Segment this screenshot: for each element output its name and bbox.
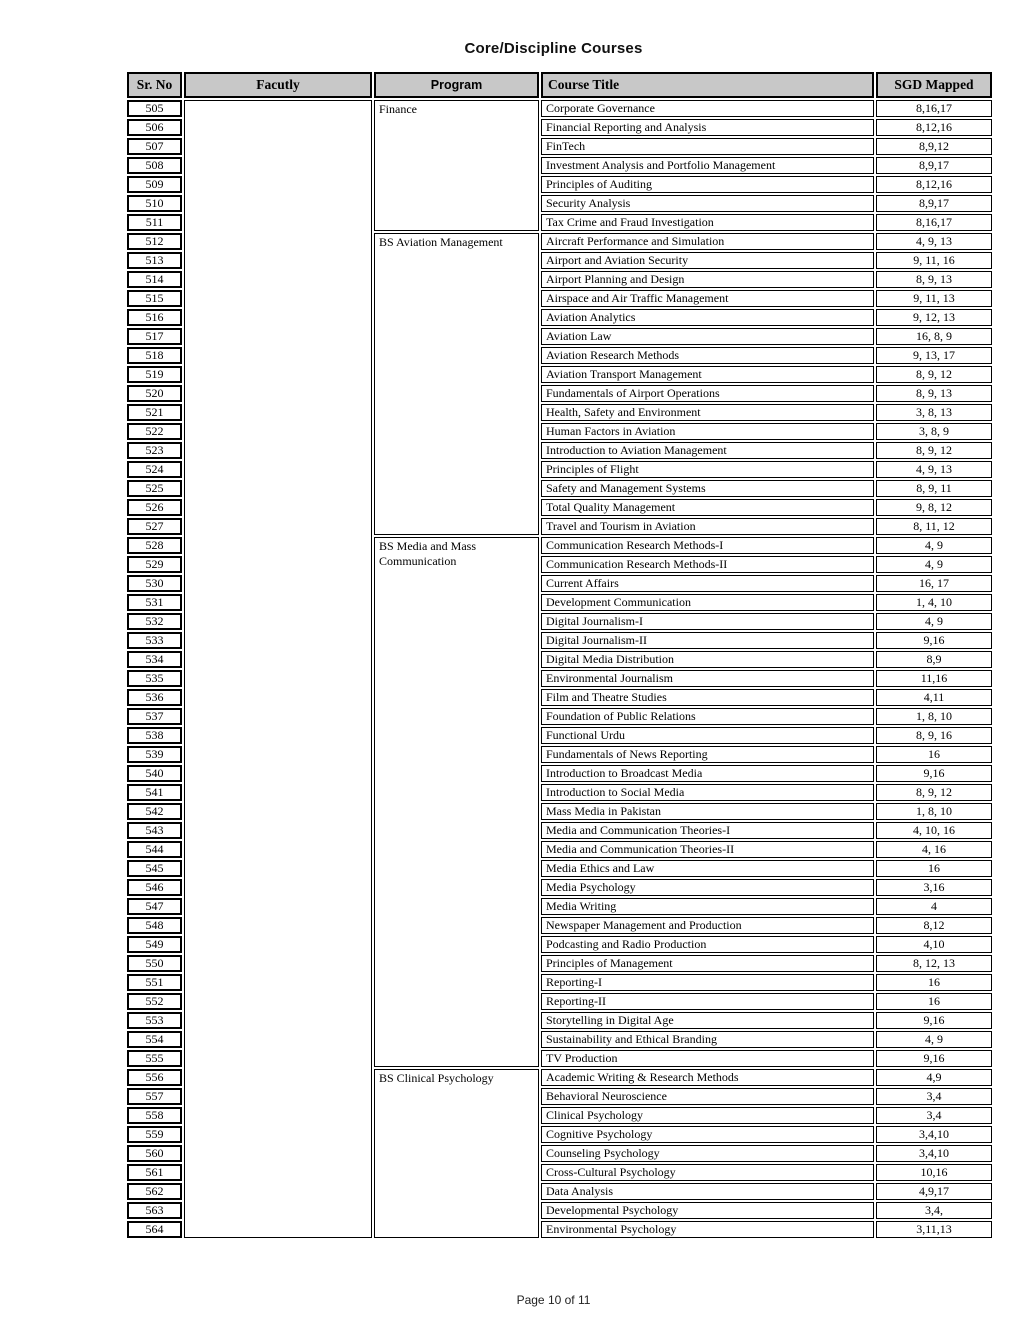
course-title-cell: Corporate Governance (541, 100, 874, 117)
course-title-cell: FinTech (541, 138, 874, 155)
sr-no-cell: 535 (127, 670, 182, 687)
sr-no-cell: 518 (127, 347, 182, 364)
course-title-cell: Cognitive Psychology (541, 1126, 874, 1143)
sr-no-cell: 532 (127, 613, 182, 630)
course-title-cell: Current Affairs (541, 575, 874, 592)
course-title-cell: Airport and Aviation Security (541, 252, 874, 269)
course-title-cell: Digital Journalism-I (541, 613, 874, 630)
column-header-sgd-mapped: SGD Mapped (876, 72, 992, 98)
sr-no-cell: 507 (127, 138, 182, 155)
course-title-cell: Sustainability and Ethical Branding (541, 1031, 874, 1048)
course-title-cell: Health, Safety and Environment (541, 404, 874, 421)
sgd-mapped-cell: 9,16 (876, 1050, 992, 1067)
sgd-mapped-cell: 4, 9, 13 (876, 461, 992, 478)
course-title-cell: Total Quality Management (541, 499, 874, 516)
course-title-cell: Principles of Flight (541, 461, 874, 478)
course-title-cell: Principles of Auditing (541, 176, 874, 193)
sr-no-cell: 553 (127, 1012, 182, 1029)
sr-no-cell: 556 (127, 1069, 182, 1086)
sgd-mapped-cell: 4,9 (876, 1069, 992, 1086)
sr-no-cell: 508 (127, 157, 182, 174)
sgd-mapped-cell: 4,9,17 (876, 1183, 992, 1200)
sr-no-cell: 517 (127, 328, 182, 345)
sr-no-cell: 564 (127, 1221, 182, 1238)
sr-no-cell: 529 (127, 556, 182, 573)
sr-no-cell: 551 (127, 974, 182, 991)
sgd-mapped-cell: 9, 11, 16 (876, 252, 992, 269)
course-title-cell: Digital Media Distribution (541, 651, 874, 668)
sr-no-cell: 555 (127, 1050, 182, 1067)
course-title-cell: Investment Analysis and Portfolio Management (541, 157, 874, 174)
course-title-cell: Reporting-I (541, 974, 874, 991)
course-title-cell: Film and Theatre Studies (541, 689, 874, 706)
sgd-mapped-cell: 16 (876, 974, 992, 991)
sr-no-cell: 542 (127, 803, 182, 820)
sr-no-cell: 526 (127, 499, 182, 516)
sgd-mapped-cell: 8,16,17 (876, 100, 992, 117)
course-title-cell: Fundamentals of News Reporting (541, 746, 874, 763)
course-title-cell: Communication Research Methods-I (541, 537, 874, 554)
sr-no-cell: 563 (127, 1202, 182, 1219)
course-title-cell: Principles of Management (541, 955, 874, 972)
sr-no-cell: 562 (127, 1183, 182, 1200)
sgd-mapped-cell: 16, 17 (876, 575, 992, 592)
sgd-mapped-cell: 8, 9, 12 (876, 442, 992, 459)
sr-no-cell: 511 (127, 214, 182, 231)
sgd-mapped-cell: 16 (876, 746, 992, 763)
sr-no-cell: 522 (127, 423, 182, 440)
course-title-cell: Aircraft Performance and Simulation (541, 233, 874, 250)
course-title-cell: Aviation Research Methods (541, 347, 874, 364)
sgd-mapped-cell: 1, 8, 10 (876, 803, 992, 820)
course-title-cell: Aviation Transport Management (541, 366, 874, 383)
course-title-cell: Financial Reporting and Analysis (541, 119, 874, 136)
course-title-cell: Newspaper Management and Production (541, 917, 874, 934)
sgd-mapped-cell: 3,4 (876, 1088, 992, 1105)
sgd-mapped-cell: 8,9 (876, 651, 992, 668)
sr-no-cell: 559 (127, 1126, 182, 1143)
sr-no-cell: 552 (127, 993, 182, 1010)
table-header-row (127, 72, 992, 98)
column-header-program: Program (374, 72, 539, 98)
sr-no-cell: 523 (127, 442, 182, 459)
course-title-cell: Introduction to Aviation Management (541, 442, 874, 459)
course-title-cell: Introduction to Social Media (541, 784, 874, 801)
column-header-course-title: Course Title (541, 72, 874, 98)
course-title-cell: Airport Planning and Design (541, 271, 874, 288)
sr-no-cell: 548 (127, 917, 182, 934)
program-cell: BS Aviation Management (374, 233, 539, 535)
sgd-mapped-cell: 8, 11, 12 (876, 518, 992, 535)
sgd-mapped-cell: 9,16 (876, 1012, 992, 1029)
sgd-mapped-cell: 8,16,17 (876, 214, 992, 231)
sgd-mapped-cell: 1, 8, 10 (876, 708, 992, 725)
sr-no-cell: 558 (127, 1107, 182, 1124)
sgd-mapped-cell: 4, 9 (876, 556, 992, 573)
faculty-cell (184, 100, 372, 1238)
sgd-mapped-cell: 8, 9, 12 (876, 366, 992, 383)
column-header-faculty: Facutly (184, 72, 372, 98)
sr-no-cell: 537 (127, 708, 182, 725)
course-title-cell: Media and Communication Theories-II (541, 841, 874, 858)
sr-no-cell: 545 (127, 860, 182, 877)
sgd-mapped-cell: 16 (876, 860, 992, 877)
course-title-cell: Safety and Management Systems (541, 480, 874, 497)
sgd-mapped-cell: 10,16 (876, 1164, 992, 1181)
course-title-cell: Developmental Psychology (541, 1202, 874, 1219)
sr-no-cell: 530 (127, 575, 182, 592)
sr-no-cell: 538 (127, 727, 182, 744)
table-row (127, 100, 992, 117)
sr-no-cell: 513 (127, 252, 182, 269)
sgd-mapped-cell: 4, 9 (876, 1031, 992, 1048)
sgd-mapped-cell: 4, 16 (876, 841, 992, 858)
sgd-mapped-cell: 16 (876, 993, 992, 1010)
sgd-mapped-cell: 3,4 (876, 1107, 992, 1124)
sr-no-cell: 541 (127, 784, 182, 801)
sr-no-cell: 547 (127, 898, 182, 915)
course-title-cell: Fundamentals of Airport Operations (541, 385, 874, 402)
sr-no-cell: 540 (127, 765, 182, 782)
course-title-cell: Mass Media in Pakistan (541, 803, 874, 820)
sgd-mapped-cell: 9,16 (876, 765, 992, 782)
course-title-cell: Academic Writing & Research Methods (541, 1069, 874, 1086)
sr-no-cell: 512 (127, 233, 182, 250)
sgd-mapped-cell: 4, 9, 13 (876, 233, 992, 250)
sr-no-cell: 509 (127, 176, 182, 193)
sr-no-cell: 554 (127, 1031, 182, 1048)
sr-no-cell: 506 (127, 119, 182, 136)
sgd-mapped-cell: 9, 8, 12 (876, 499, 992, 516)
sr-no-cell: 516 (127, 309, 182, 326)
sr-no-cell: 524 (127, 461, 182, 478)
course-title-cell: Reporting-II (541, 993, 874, 1010)
sgd-mapped-cell: 8,9,12 (876, 138, 992, 155)
course-title-cell: Security Analysis (541, 195, 874, 212)
course-title-cell: Counseling Psychology (541, 1145, 874, 1162)
course-title-cell: Airspace and Air Traffic Management (541, 290, 874, 307)
course-title-cell: Introduction to Broadcast Media (541, 765, 874, 782)
course-title-cell: Media Psychology (541, 879, 874, 896)
course-title-cell: Environmental Journalism (541, 670, 874, 687)
sr-no-cell: 531 (127, 594, 182, 611)
sgd-mapped-cell: 4, 9 (876, 613, 992, 630)
course-title-cell: Travel and Tourism in Aviation (541, 518, 874, 535)
sr-no-cell: 560 (127, 1145, 182, 1162)
course-title-cell: Functional Urdu (541, 727, 874, 744)
course-table-body (127, 100, 992, 1238)
sr-no-cell: 521 (127, 404, 182, 421)
sgd-mapped-cell: 3,4,10 (876, 1145, 992, 1162)
sgd-mapped-cell: 3,4, (876, 1202, 992, 1219)
sr-no-cell: 536 (127, 689, 182, 706)
sgd-mapped-cell: 3,4,10 (876, 1126, 992, 1143)
sr-no-cell: 539 (127, 746, 182, 763)
course-title-cell: Media Ethics and Law (541, 860, 874, 877)
sr-no-cell: 527 (127, 518, 182, 535)
course-title-cell: Behavioral Neuroscience (541, 1088, 874, 1105)
sgd-mapped-cell: 8,9,17 (876, 195, 992, 212)
sgd-mapped-cell: 8,12,16 (876, 176, 992, 193)
program-cell: BS Clinical Psychology (374, 1069, 539, 1238)
sgd-mapped-cell: 3, 8, 13 (876, 404, 992, 421)
sgd-mapped-cell: 8,9,17 (876, 157, 992, 174)
course-title-cell: Digital Journalism-II (541, 632, 874, 649)
course-title-cell: Media Writing (541, 898, 874, 915)
course-title-cell: Data Analysis (541, 1183, 874, 1200)
sgd-mapped-cell: 9, 13, 17 (876, 347, 992, 364)
sr-no-cell: 510 (127, 195, 182, 212)
sgd-mapped-cell: 8, 12, 13 (876, 955, 992, 972)
sr-no-cell: 520 (127, 385, 182, 402)
sgd-mapped-cell: 9, 11, 13 (876, 290, 992, 307)
course-title-cell: TV Production (541, 1050, 874, 1067)
course-table (125, 70, 994, 1240)
sgd-mapped-cell: 3,11,13 (876, 1221, 992, 1238)
sr-no-cell: 550 (127, 955, 182, 972)
sgd-mapped-cell: 8, 9, 13 (876, 385, 992, 402)
sgd-mapped-cell: 1, 4, 10 (876, 594, 992, 611)
sgd-mapped-cell: 4,11 (876, 689, 992, 706)
page-number: Page 10 of 11 (516, 1293, 591, 1307)
sgd-mapped-cell: 11,16 (876, 670, 992, 687)
sr-no-cell: 546 (127, 879, 182, 896)
sgd-mapped-cell: 8, 9, 13 (876, 271, 992, 288)
sgd-mapped-cell: 9, 12, 13 (876, 309, 992, 326)
sr-no-cell: 505 (127, 100, 182, 117)
course-title-cell: Aviation Law (541, 328, 874, 345)
sr-no-cell: 557 (127, 1088, 182, 1105)
sgd-mapped-cell: 4, 10, 16 (876, 822, 992, 839)
column-header-sr-no: Sr. No (127, 72, 182, 98)
sgd-mapped-cell: 8,12,16 (876, 119, 992, 136)
sr-no-cell: 534 (127, 651, 182, 668)
course-title-cell: Development Communication (541, 594, 874, 611)
sr-no-cell: 514 (127, 271, 182, 288)
sr-no-cell: 519 (127, 366, 182, 383)
course-title-cell: Human Factors in Aviation (541, 423, 874, 440)
sr-no-cell: 543 (127, 822, 182, 839)
sgd-mapped-cell: 4,10 (876, 936, 992, 953)
sr-no-cell: 528 (127, 537, 182, 554)
sgd-mapped-cell: 4 (876, 898, 992, 915)
course-title-cell: Cross-Cultural Psychology (541, 1164, 874, 1181)
page-title: Core/Discipline Courses (464, 40, 643, 57)
sr-no-cell: 544 (127, 841, 182, 858)
course-title-cell: Tax Crime and Fraud Investigation (541, 214, 874, 231)
sgd-mapped-cell: 8, 9, 16 (876, 727, 992, 744)
course-title-cell: Environmental Psychology (541, 1221, 874, 1238)
sgd-mapped-cell: 16, 8, 9 (876, 328, 992, 345)
course-title-cell: Clinical Psychology (541, 1107, 874, 1124)
sgd-mapped-cell: 8, 9, 11 (876, 480, 992, 497)
course-title-cell: Communication Research Methods-II (541, 556, 874, 573)
sgd-mapped-cell: 8, 9, 12 (876, 784, 992, 801)
sgd-mapped-cell: 3,16 (876, 879, 992, 896)
sgd-mapped-cell: 4, 9 (876, 537, 992, 554)
course-title-cell: Aviation Analytics (541, 309, 874, 326)
sr-no-cell: 525 (127, 480, 182, 497)
sgd-mapped-cell: 3, 8, 9 (876, 423, 992, 440)
course-title-cell: Media and Communication Theories-I (541, 822, 874, 839)
sr-no-cell: 533 (127, 632, 182, 649)
course-title-cell: Storytelling in Digital Age (541, 1012, 874, 1029)
sgd-mapped-cell: 9,16 (876, 632, 992, 649)
course-title-cell: Podcasting and Radio Production (541, 936, 874, 953)
sr-no-cell: 561 (127, 1164, 182, 1181)
sr-no-cell: 549 (127, 936, 182, 953)
program-cell: BS Media and Mass Communication (374, 537, 539, 1067)
program-cell: Finance (374, 100, 539, 231)
sgd-mapped-cell: 8,12 (876, 917, 992, 934)
sr-no-cell: 515 (127, 290, 182, 307)
course-title-cell: Foundation of Public Relations (541, 708, 874, 725)
